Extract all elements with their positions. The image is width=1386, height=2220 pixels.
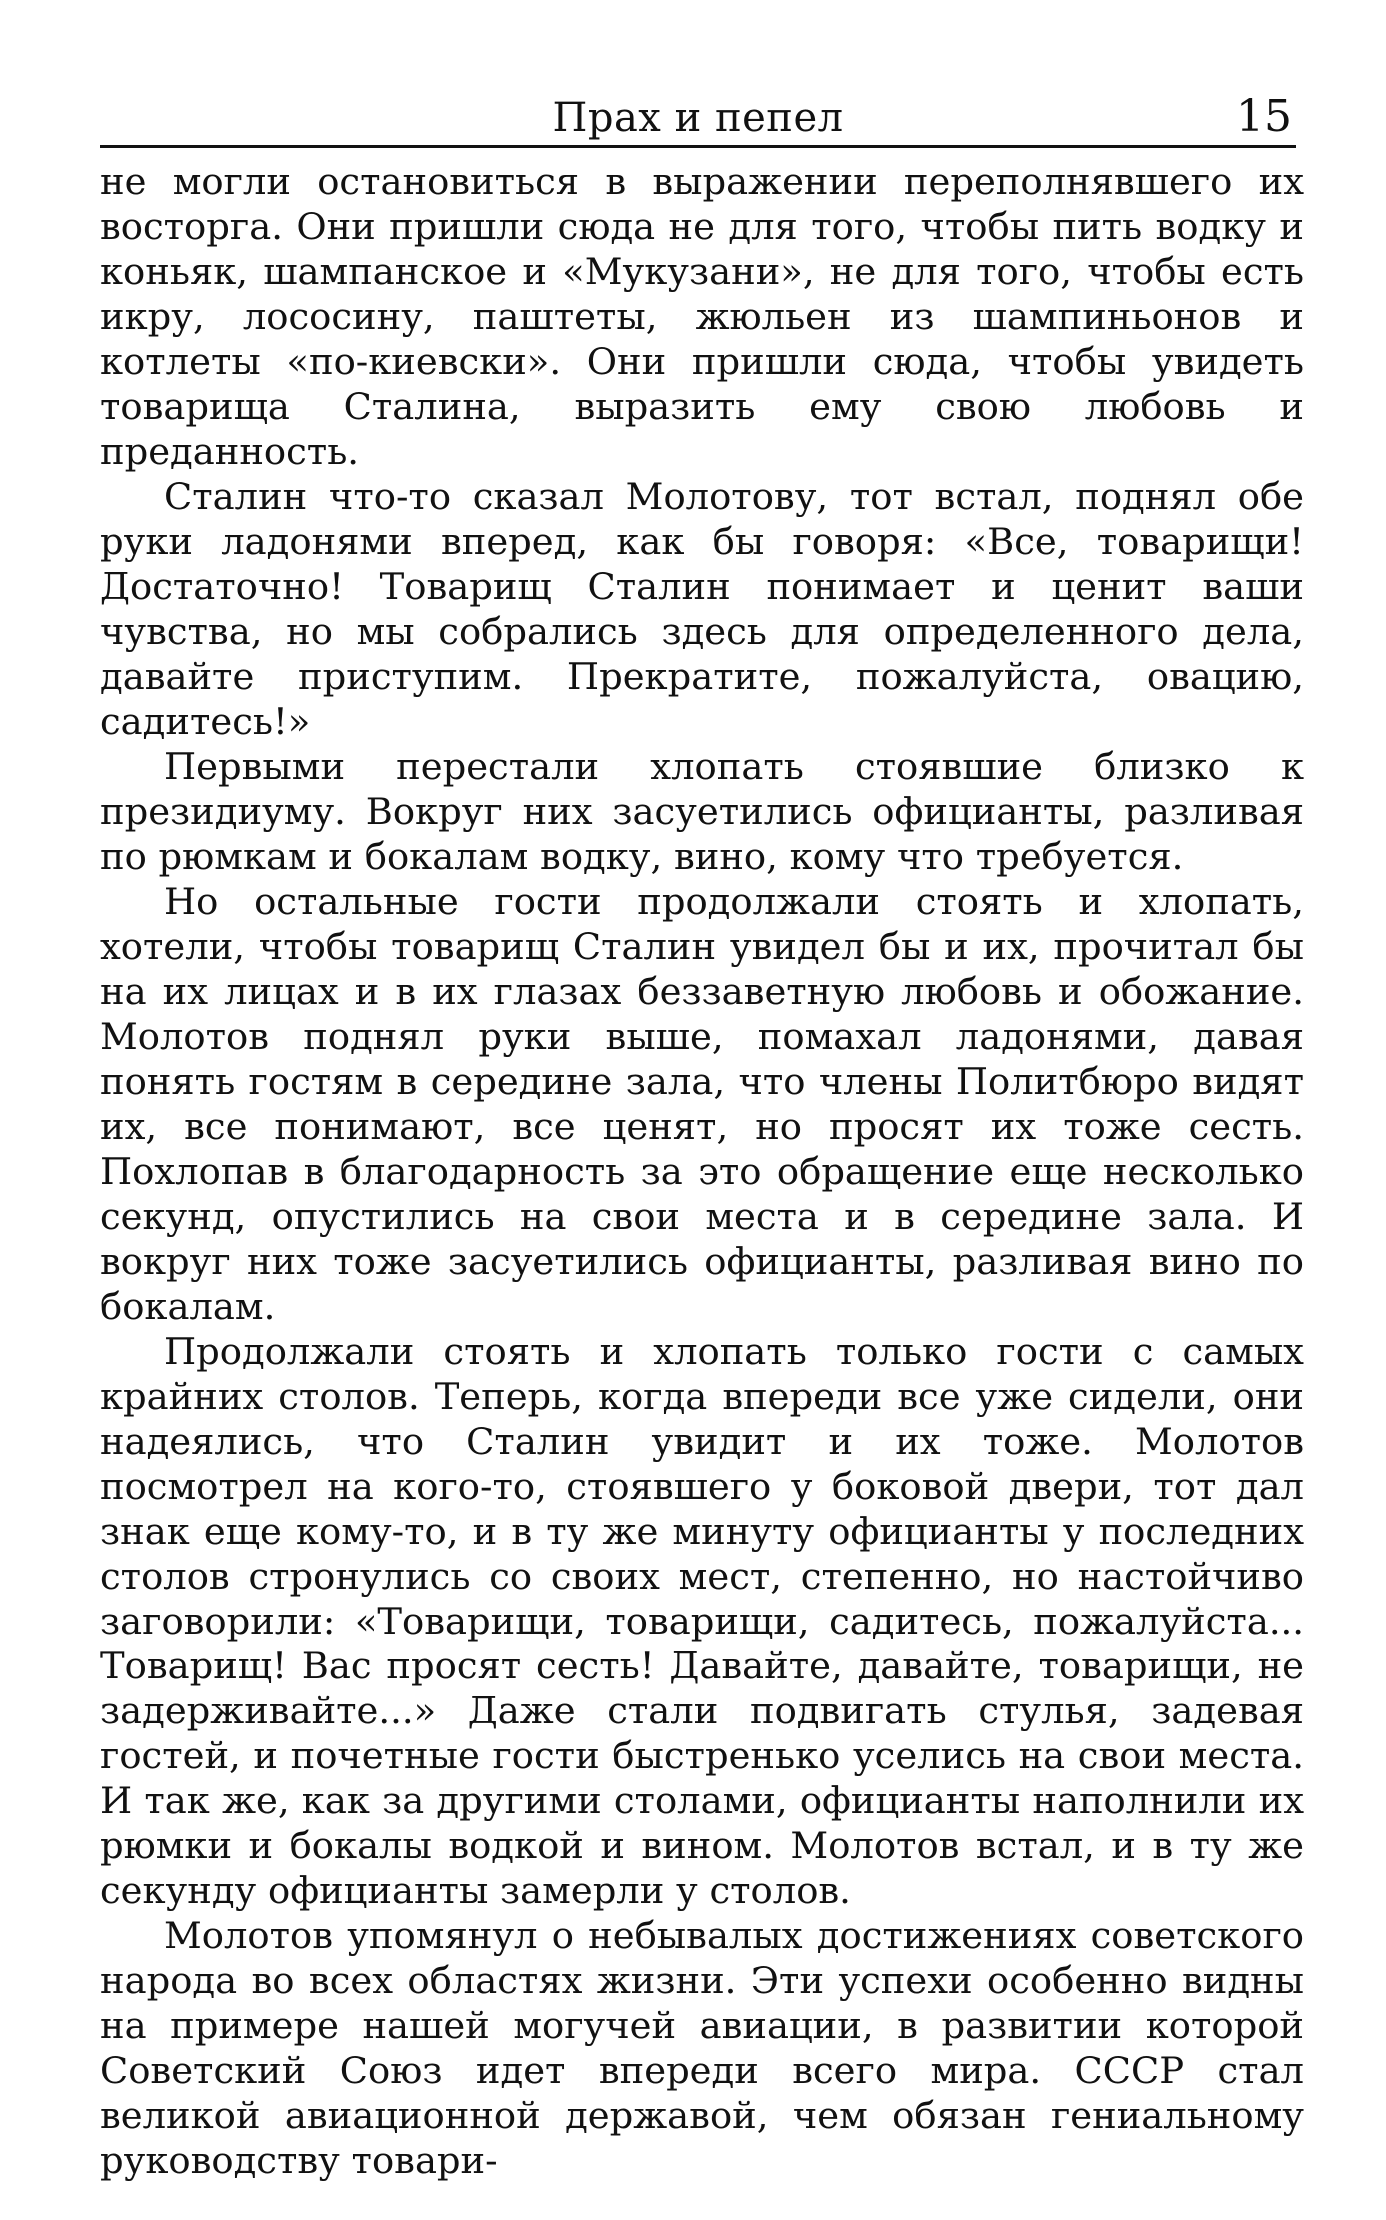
paragraph-1: не могли остановиться в выражении переполнявшего их восторга. Они пришли сюда не для того, чтобы пить водку и коньяк, шампанское и «Мукузани», не для того, чтобы есть икру, лососину, паштеты, жюльен из шампиньонов и котлеты «по-киевски». Они пришли сюда, чтобы увидеть товарища Сталина, выразить ему свою любовь и преданность. bbox=[100, 160, 1304, 473]
body-text bbox=[100, 160, 1304, 2184]
paragraph-6: Молотов упомянул о небывалых достижениях советского народа во всех областях жизни. Эти успехи особенно видны на примере нашей могучей авиации, в развитии которой Советский Союз идет впереди всего мира. СССР стал великой авиационной державой, чем обязан гениальному руководству товари- bbox=[100, 1914, 1304, 2183]
page-number: 15 bbox=[1236, 91, 1292, 142]
paragraph-2: Сталин что-то сказал Молотову, тот встал, поднял обе руки ладонями вперед, как бы говоря: «Все, товарищи! Достаточно! Товарищ Сталин понимает и ценит ваши чувства, но мы собрались здесь для определенного дела, давайте приступим. Прекратите, пожалуйста, овацию, садитесь!» bbox=[100, 474, 1304, 743]
paragraph-3: Первыми перестали хлопать стоявшие близко к президиуму. Вокруг них засуетились официанты, разливая по рюмкам и бокалам водку, вино, кому что требуется. bbox=[100, 744, 1304, 878]
header-rule bbox=[100, 145, 1296, 148]
running-title: Прах и пепел bbox=[552, 95, 844, 141]
running-header bbox=[100, 88, 1296, 150]
paragraph-4: Но остальные гости продолжали стоять и хлопать, хотели, чтобы товарищ Сталин увидел бы и их, прочитал бы на их лицах и в их глазах беззаветную любовь и обожание. Молотов поднял руки выше, помахал ладонями, давая понять гостям в середине зала, что члены Политбюро видят их, все понимают, все ценят, но просят их тоже сесть. Похлопав в благодарность за это обращение еще несколько секунд, опустились на свои места и в середине зала. И вокруг них тоже засуетились официанты, разливая вино по бокалам. bbox=[100, 879, 1304, 1328]
paragraph-5: Продолжали стоять и хлопать только гости с самых крайних столов. Теперь, когда впереди все уже сидели, они надеялись, что Сталин увидит и их тоже. Молотов посмотрел на кого-то, стоявшего у боковой двери, тот дал знак еще кому-то, и в ту же минуту официанты у последних столов стронулись со своих мест, степенно, но настойчиво заговорили: «Товарищи, товарищи, садитесь, пожалуйста... Товарищ! Вас просят сесть! Давайте, давайте, товарищи, не задерживайте...» Даже стали подвигать стулья, задевая гостей, и почетные гости быстренько уселись на свои места. И так же, как за другими столами, официанты наполнили их рюмки и бокалы водкой и вином. Молотов встал, и в ту же секунду официанты замерли у столов. bbox=[100, 1329, 1304, 1913]
